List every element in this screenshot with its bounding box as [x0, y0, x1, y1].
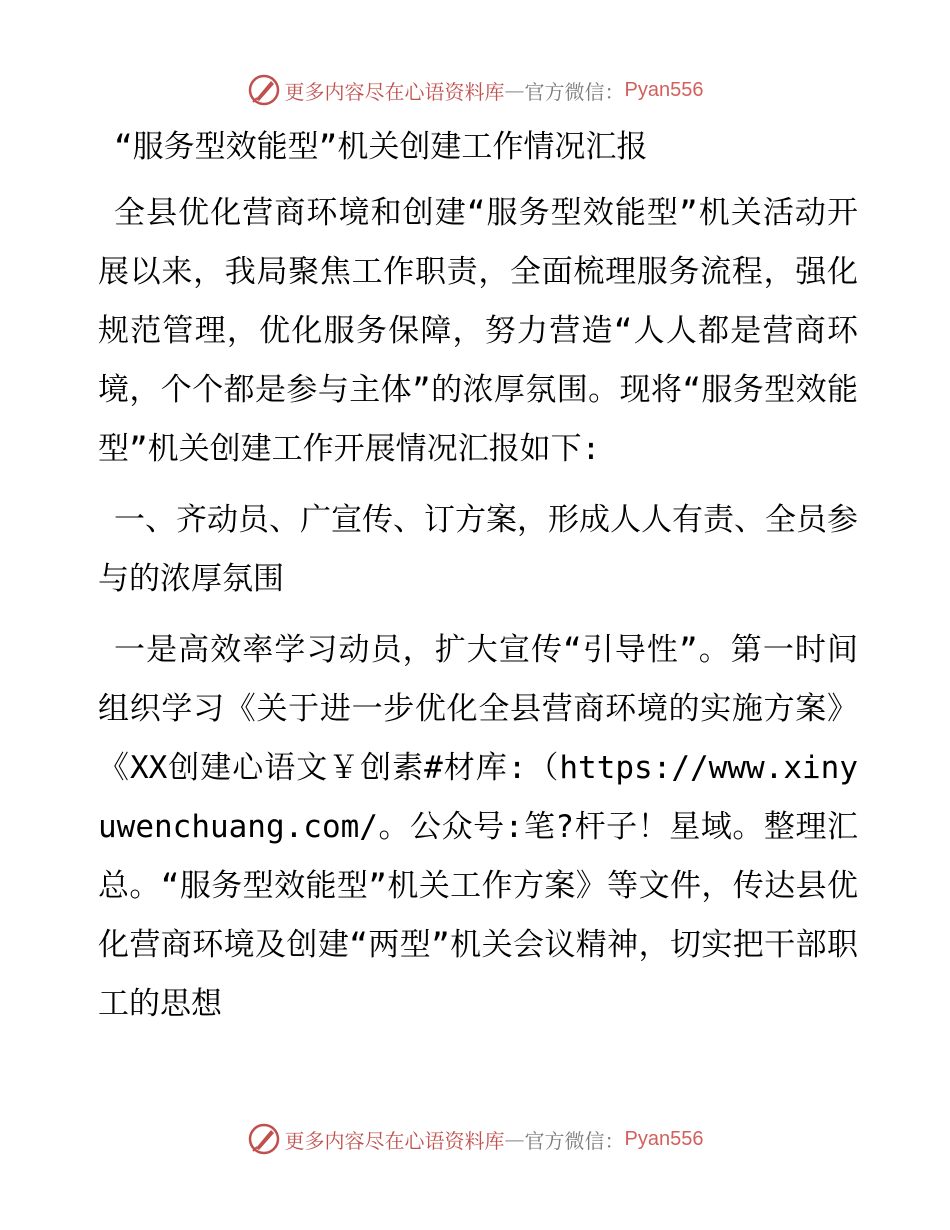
footer-watermark [0, 1122, 950, 1156]
document-title: “服务型效能型”机关创建工作情况汇报 [114, 129, 648, 165]
section-heading-1: 一、齐动员、广宣传、订方案，形成人人有责、全员参与的浓厚氛围 [98, 502, 858, 597]
quill-logo-icon [247, 1122, 281, 1156]
paragraph-intro: 全县优化营商环境和创建“服务型效能型”机关活动开展以来，我局聚焦工作职责，全面梳理服务流程，强化规范管理，优化服务保障，努力营造“人人都是营商环境，个个都是参与主体”的浓厚氛围。现将“服务型效能型”机关创建工作开展情况汇报如下: [98, 195, 858, 467]
watermark-official-label: 官方微信： [524, 1128, 625, 1153]
paragraph-item-1: 一是高效率学习动员，扩大宣传“引导性”。第一时间组织学习《关于进一步优化全县营商环境的实施方案》《XX创建心语文￥创素#材库:（https://www.xinyuwenchuang.com/。公众号:笔?杆子！星域。整理汇总。“服务型效能型”机关工作方案》等文件，传达县优化营商环境及创建“两型”机关会议精神，切实把干部职工的思想 [98, 632, 858, 1022]
document-body [98, 122, 858, 1046]
header-watermark [0, 73, 950, 107]
watermark-official-label: 官方微信： [524, 79, 625, 104]
watermark-separator: — [504, 1127, 525, 1151]
quill-logo-icon [247, 73, 281, 107]
watermark-separator: — [504, 78, 525, 102]
watermark-text: 更多内容尽在心语资料库 [284, 79, 505, 104]
watermark-wechat-id: Pyan556 [624, 78, 704, 101]
watermark-wechat-id: Pyan556 [624, 1127, 704, 1150]
watermark-text: 更多内容尽在心语资料库 [284, 1128, 505, 1153]
